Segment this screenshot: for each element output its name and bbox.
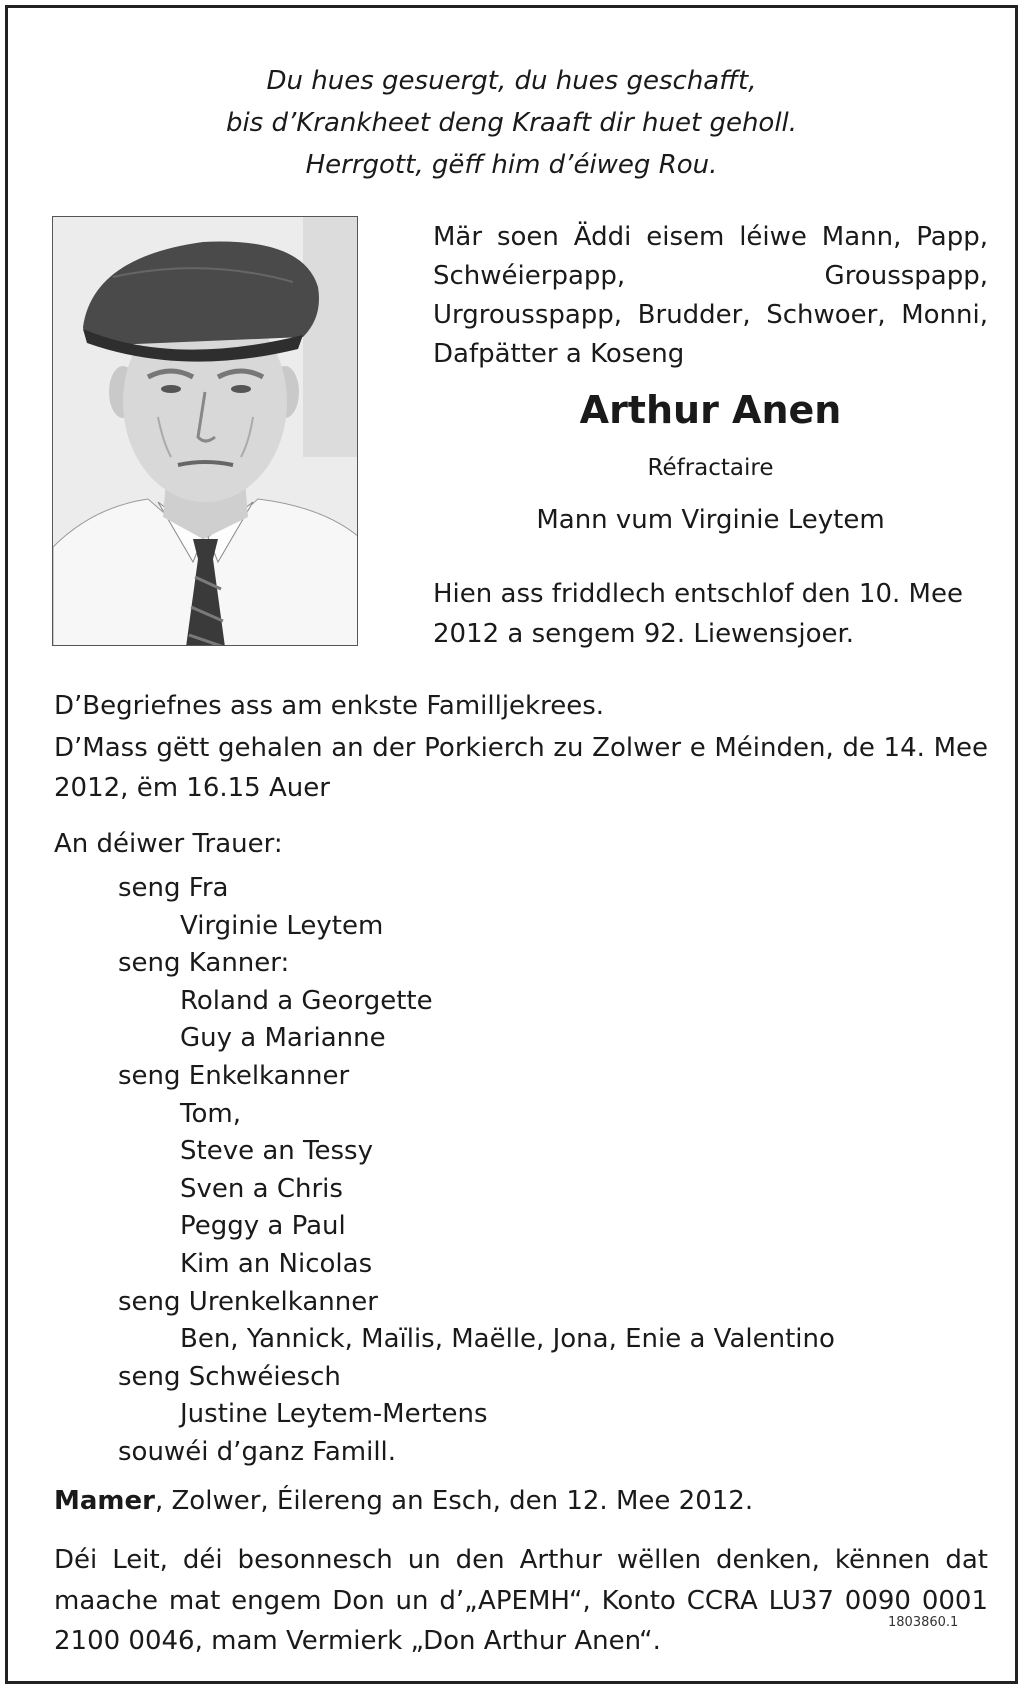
mourner-name: Steve an Tessy [180,1136,373,1167]
mourner-name: Tom, [180,1098,241,1129]
mourning-heading: An déiwer Trauer: [54,829,283,859]
mourner-group-label: seng Enkelkanner [118,1060,350,1091]
mourner-group-label: seng Schwéiesch [118,1361,341,1392]
mourner-group-label: seng Fra [118,873,229,903]
mourner-group-label: seng Kanner: [118,948,290,979]
place-rest: , Zolwer, Éilereng an Esch, den 12. Mee 2012. [154,1486,754,1516]
portrait-photo [52,216,358,646]
mourner-name: Justine Leytem-Mertens [180,1399,488,1430]
donation-notice: Déi Leit, déi besonnesch un den Arthur wëllen denken, kënnen dat maache mat engem Don un d’„APEMH“, Konto CCRA LU37 0090 0001 2100 0046, mam Vermierk „Don Arthur Anen“. [54,1545,988,1656]
death-notice: Hien ass friddlech entschlof den 10. Mee 2012 a sengem 92. Liewensjoer. [433,579,963,649]
burial-notice: D’Begriefnes ass am enkste Familljekrees. [54,691,605,721]
mourner-name: Virginie Leytem [180,910,384,941]
verse-line: Du hues gesuergt, du hues geschafft, [266,66,757,96]
closing-line: souwéi d’ganz Famill. [118,1436,397,1467]
obituary-frame [5,5,1018,1684]
mourner-name: Peggy a Paul [180,1211,346,1242]
mourner-name: Ben, Yannick, Maïlis, Maëlle, Jona, Enie a Valentino [180,1324,835,1355]
place-date-line [54,1486,988,1516]
mourner-name: Roland a Georgette [180,985,433,1016]
deceased-name: Arthur Anen [579,388,842,432]
mourner-name: Kim an Nicolas [180,1248,373,1279]
portrait-illustration [53,217,358,646]
verse-line: bis d’Krankheet deng Kraaft dir huet geholl. [225,108,798,138]
spouse-line: Mann vum Virginie Leytem [536,505,885,535]
mourner-name: Guy a Marianne [180,1023,386,1054]
mourner-name: Sven a Chris [180,1173,343,1204]
verse-line: Herrgott, gëff him d’éiweg Rou. [305,150,718,180]
reference-number: 1803860.1 [888,1615,959,1630]
intro-text: Mär soen Äddi eisem léiwe Mann, Papp, Schwéierpapp, Grousspapp, Urgrousspapp, Brudder, Schwoer, Monni, Dafpätter a Koseng [433,222,988,369]
mass-notice: D’Mass gëtt gehalen an der Porkierch zu Zolwer e Méinden, de 14. Mee 2012, ëm 16.15 Auer [54,733,988,803]
deceased-title: Réfractaire [647,455,774,481]
mourner-group-label: seng Urenkelkanner [118,1286,378,1317]
mourners-list [54,870,988,1472]
verse [8,60,1015,186]
place-bold: Mamer [54,1486,155,1516]
